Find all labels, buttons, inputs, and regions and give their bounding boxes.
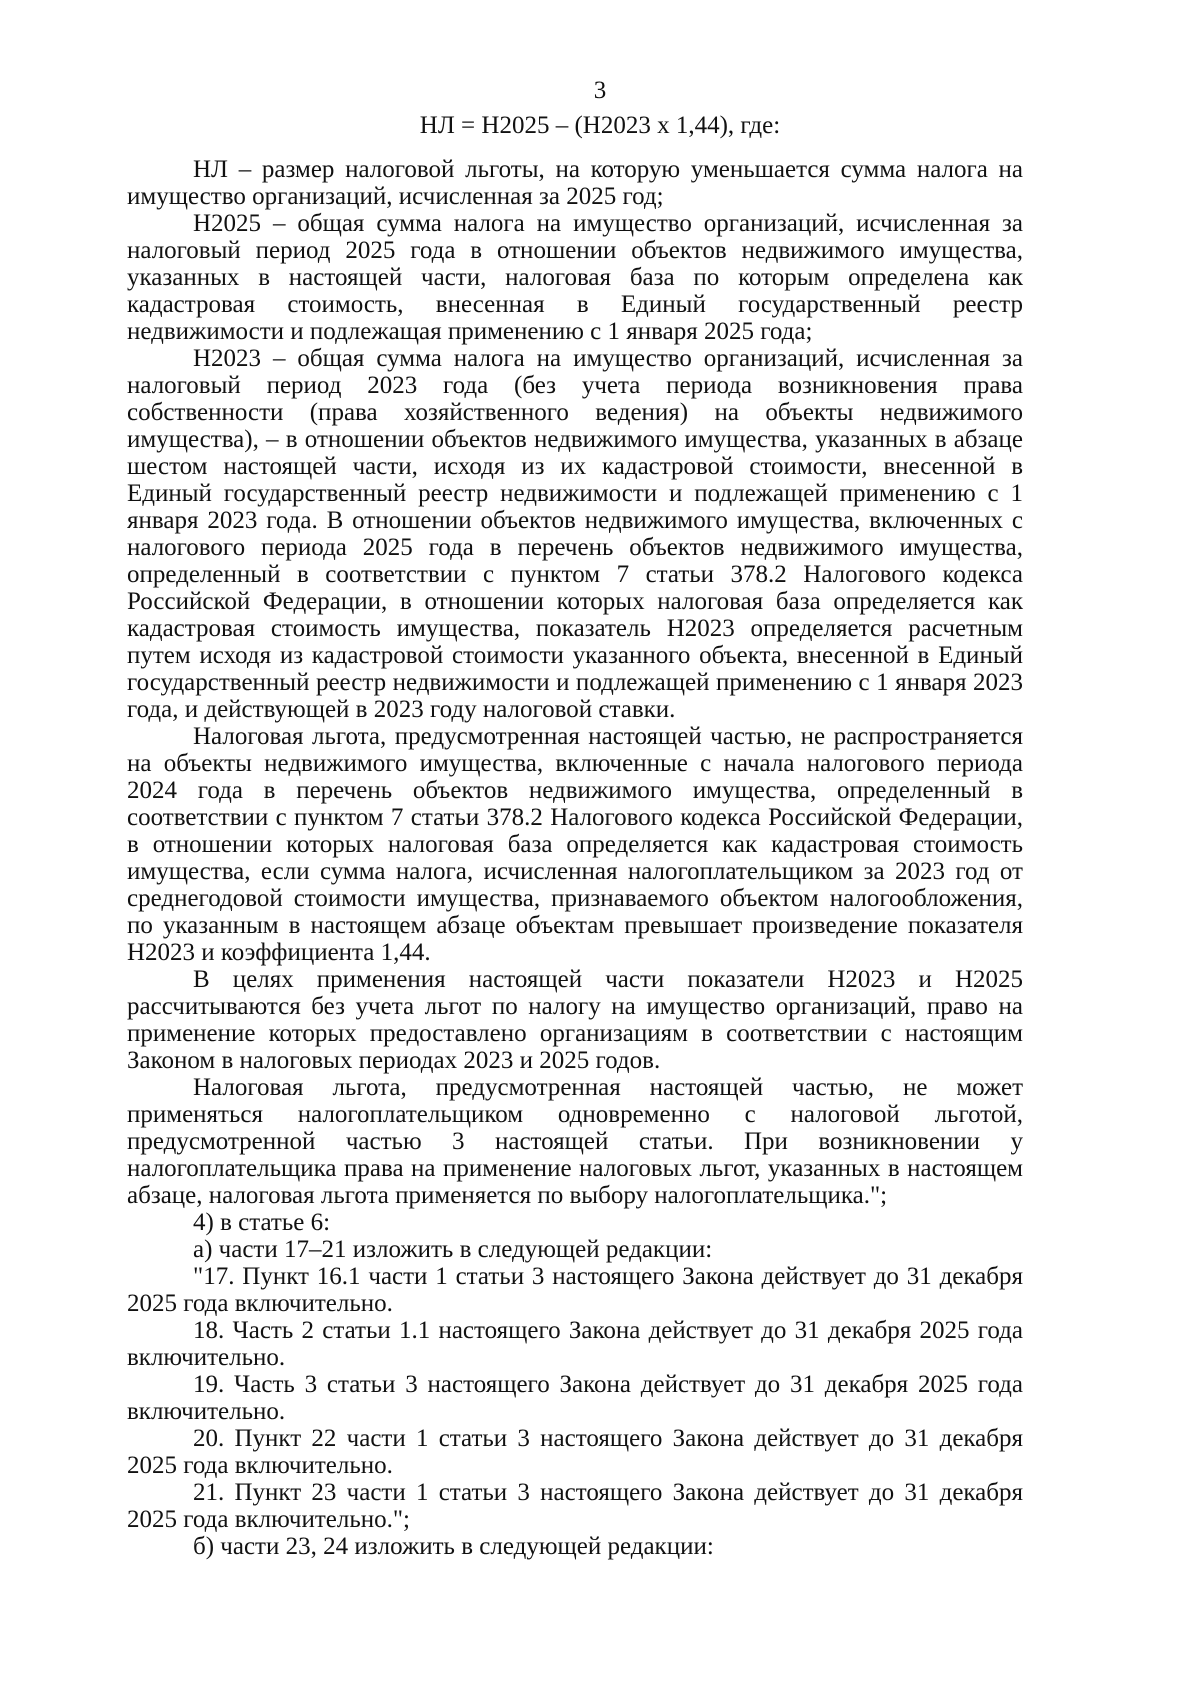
- paragraph-article-6: 4) в статье 6:: [193, 1209, 331, 1236]
- formula-line: НЛ = Н2025 – (Н2023 x 1,44), где:: [419, 112, 781, 139]
- paragraph-part-21: 21. Пункт 23 части 1 статьи 3 настоящего Закона действует до 31 декабря 2025 года включительно.";: [127, 1479, 1023, 1533]
- paragraph-n2023-definition: Н2023 – общая сумма налога на имущество организаций, исчисленная за налоговый период 2023 года (без учета периода возникновения права собственности (права хозяйственного ведения) на объекты недвижимого имущества), – в отношении объектов недвижимого имущества, указанных в абзаце шестом настоящей части, исходя из их кадастровой стоимости, внесенной в Единый государственный реестр недвижимости и подлежащей применению с 1 января 2023 года. В отношении объектов недвижимого имущества, включенных с налогового периода 2025 года в перечень объектов недвижимого имущества, определенный в соответствии с пунктом 7 статьи 378.2 Налогового кодекса Российской Федерации, в отношении которых налоговая база определяется как кадастровая стоимость имущества, показатель Н2023 определяется расчетным путем исходя из кадастровой стоимости указанного объекта, внесенной в Единый государственный реестр недвижимости и подлежащей применению с 1 января 2023 года, и действующей в 2023 году налоговой ставки.: [127, 345, 1023, 723]
- paragraph-item-b: б) части 23, 24 изложить в следующей редакции:: [193, 1533, 714, 1560]
- paragraph-part-19: 19. Часть 3 статьи 3 настоящего Закона действует до 31 декабря 2025 года включительно.: [127, 1371, 1023, 1425]
- document-body: [127, 156, 1023, 1560]
- paragraph-calculation-basis: В целях применения настоящей части показатели Н2023 и Н2025 рассчитываются без учета льгот по налогу на имущество организаций, право на применение которых предоставлено организациям в соответствии с настоящим Законом в налоговых периодах 2023 и 2025 годов.: [127, 966, 1023, 1074]
- paragraph-item-a: а) части 17–21 изложить в следующей редакции:: [193, 1236, 713, 1263]
- paragraph-part-18: 18. Часть 2 статьи 1.1 настоящего Закона действует до 31 декабря 2025 года включительно.: [127, 1317, 1023, 1371]
- paragraph-nl-definition: НЛ – размер налоговой льготы, на которую уменьшается сумма налога на имущество организаций, исчисленная за 2025 год;: [127, 156, 1023, 210]
- page-number: 3: [593, 77, 607, 104]
- paragraph-no-combination: Налоговая льгота, предусмотренная настоящей частью, не может применяться налогоплательщиком одновременно с налоговой льготой, предусмотренной частью 3 настоящей статьи. При возникновении у налогоплательщика права на применение налоговых льгот, указанных в настоящем абзаце, налоговая льгота применяется по выбору налогоплательщика.";: [127, 1074, 1023, 1209]
- paragraph-part-20: 20. Пункт 22 части 1 статьи 3 настоящего Закона действует до 31 декабря 2025 года включительно.: [127, 1425, 1023, 1479]
- paragraph-exception: Налоговая льгота, предусмотренная настоящей частью, не распространяется на объекты недвижимого имущества, включенные с начала налогового периода 2024 года в перечень объектов недвижимого имущества, определенный в соответствии с пунктом 7 статьи 378.2 Налогового кодекса Российской Федерации, в отношении которых налоговая база определяется как кадастровая стоимость имущества, если сумма налога, исчисленная налогоплательщиком за 2023 год от среднегодовой стоимости имущества, признаваемого объектом налогообложения, по указанным в настоящем абзаце объектам превышает произведение показателя Н2023 и коэффициента 1,44.: [127, 723, 1023, 966]
- paragraph-n2025-definition: Н2025 – общая сумма налога на имущество организаций, исчисленная за налоговый период 2025 года в отношении объектов недвижимого имущества, указанных в настоящей части, налоговая база по которым определена как кадастровая стоимость, внесенная в Единый государственный реестр недвижимости и подлежащая применению с 1 января 2025 года;: [127, 210, 1023, 345]
- paragraph-part-17: "17. Пункт 16.1 части 1 статьи 3 настоящего Закона действует до 31 декабря 2025 года включительно.: [127, 1263, 1023, 1317]
